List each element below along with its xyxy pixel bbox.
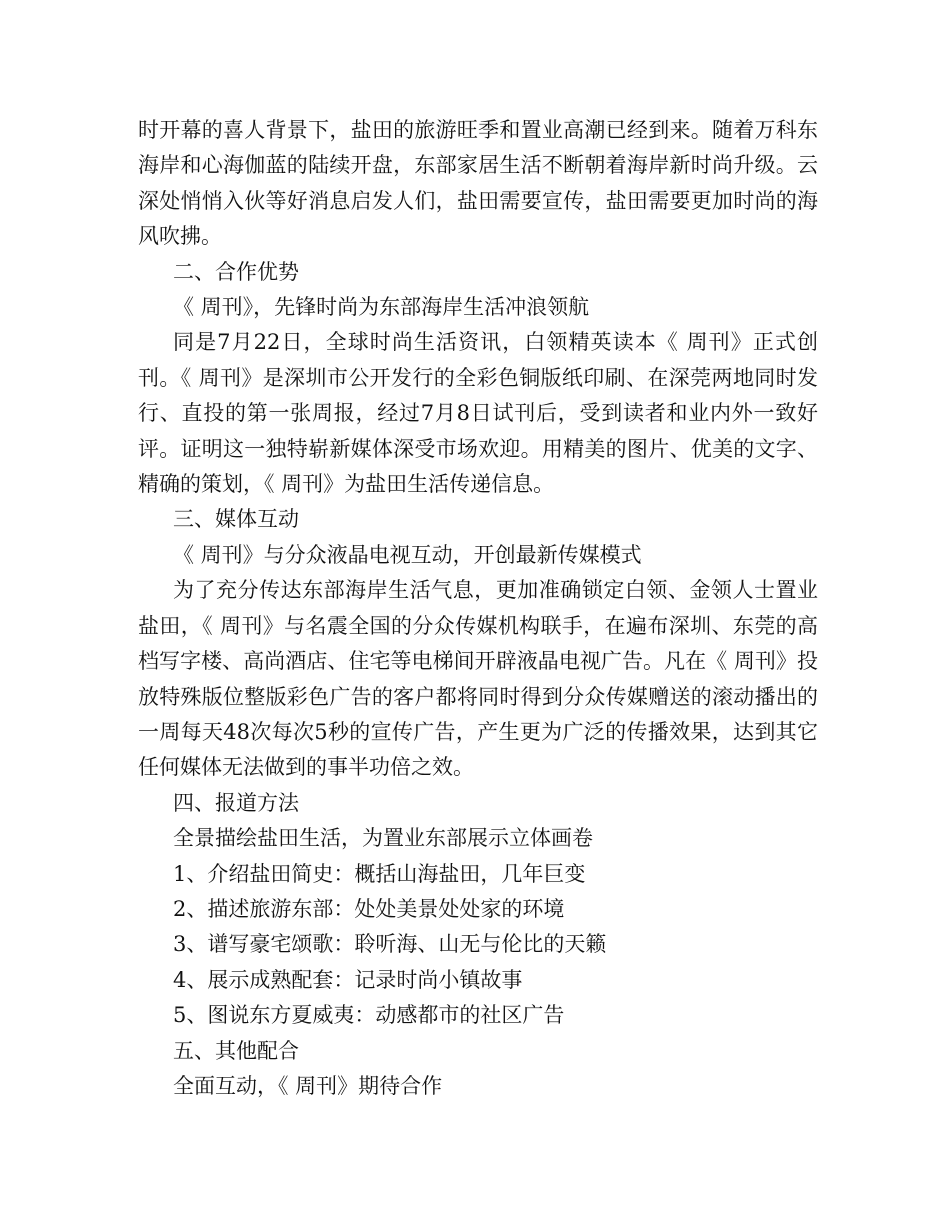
- section-heading-other-cooperation: 五、其他配合: [173, 1038, 299, 1063]
- section-subtitle-cooperation: 《 周刊》，先锋时尚为东部海岸生活冲浪领航: [173, 295, 590, 320]
- section-subtitle-reporting: 全景描绘盐田生活，为置业东部展示立体画卷: [173, 826, 593, 851]
- section-heading-media-interaction: 三、媒体互动: [173, 507, 299, 532]
- section-heading-cooperation-advantages: 二、合作优势: [173, 259, 299, 284]
- section-body-media: 为了充分传达东部海岸生活气息，更加准确锁定白领、金领人士置业盐田，《 周刊》与名震全国的分众传媒机构联手，在遍布深圳、东莞的高档写字楼、高尚酒店、住宅等电梯间开辟液晶电视广告。凡在《 周刊》投放特殊版位整版彩色广告的客户都将同时得到分众传媒赠送的滚动播出的一周每天48次每次5秒的宣传广告，产生更为广泛的传播效果，达到其它任何媒体无法做到的事半功倍之效。: [138, 578, 818, 780]
- list-item: 3、谱写豪宅颂歌：聆听海、山无与伦比的天籁: [173, 932, 607, 957]
- section-subtitle-media: 《 周刊》与分众液晶电视互动，开创最新传媒模式: [173, 542, 642, 567]
- list-item: 5、图说东方夏威夷：动感都市的社区广告: [173, 1003, 565, 1028]
- document-body: [138, 113, 818, 1104]
- intro-paragraph: 时开幕的喜人背景下，盐田的旅游旺季和置业高潮已经到来。随着万科东海岸和心海伽蓝的陆续开盘，东部家居生活不断朝着海岸新时尚升级。云深处悄悄入伙等好消息启发人们，盐田需要宣传，盐田需要更加时尚的海风吹拂。: [138, 118, 818, 249]
- section-subtitle-other: 全面互动，《 周刊》期待合作: [173, 1073, 443, 1098]
- section-heading-reporting-methods: 四、报道方法: [173, 790, 299, 815]
- list-item: 1、介绍盐田简史：概括山海盐田，几年巨变: [173, 861, 586, 886]
- section-body-cooperation: 同是7月22日，全球时尚生活资讯，白领精英读本《 周刊》正式创刊。《 周刊》是深圳市公开发行的全彩色铜版纸印刷、在深莞两地同时发行、直投的第一张周报，经过7月8日试刊后，受到读者和业内外一致好评。证明这一独特崭新媒体深受市场欢迎。用精美的图片、优美的文字、精确的策划，《 周刊》为盐田生活传递信息。: [138, 330, 818, 497]
- list-item: 2、描述旅游东部：处处美景处处家的环境: [173, 896, 565, 921]
- list-item: 4、展示成熟配套：记录时尚小镇故事: [173, 967, 523, 992]
